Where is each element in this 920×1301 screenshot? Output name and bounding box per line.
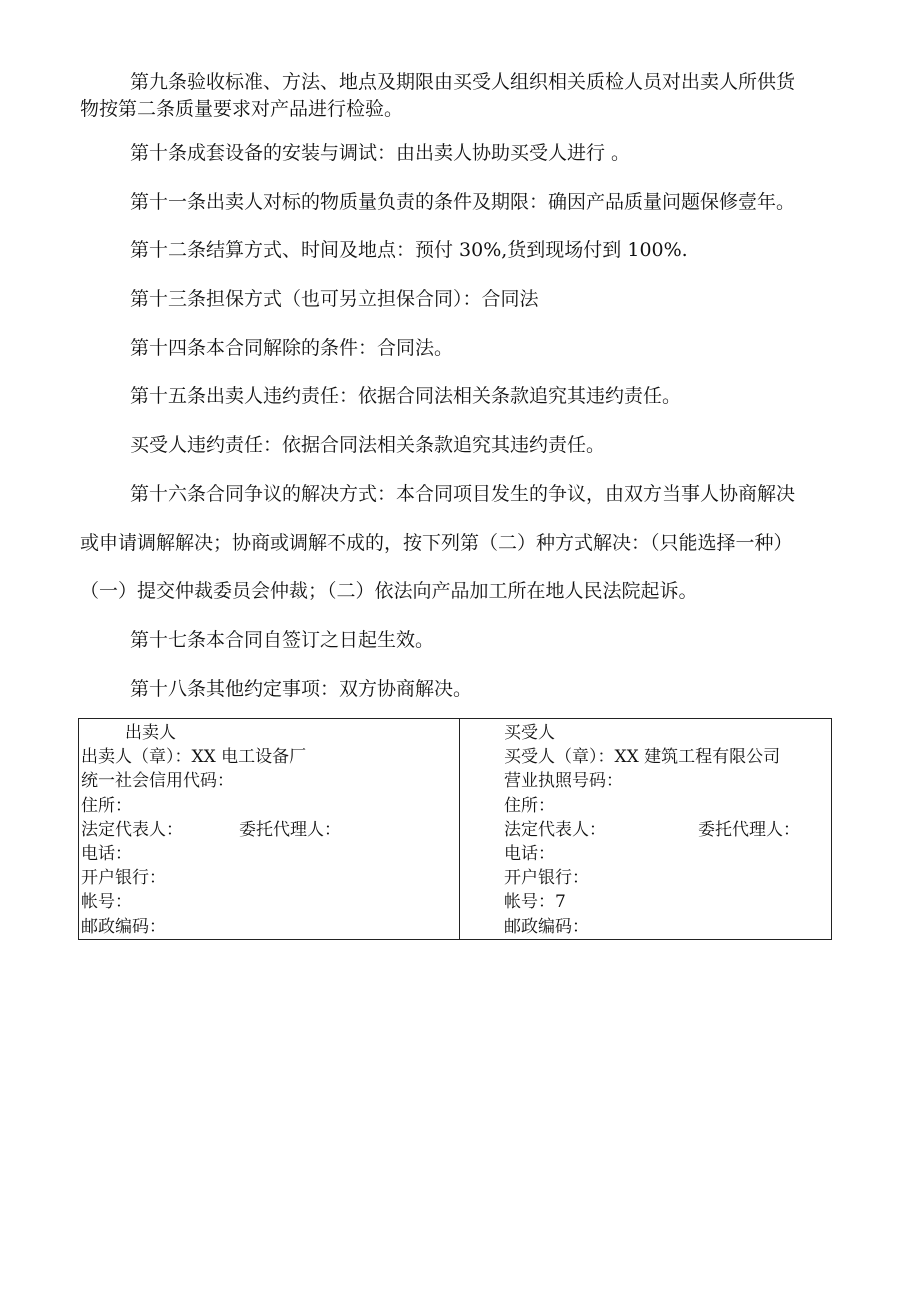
seller-postcode: 邮政编码： xyxy=(81,916,166,937)
clause-11: 第十一条出卖人对标的物质量负责的条件及期限：确因产品质量问题保修壹年。 xyxy=(130,191,796,213)
clause-16-line-1: 第十六条合同争议的解决方式：本合同项目发生的争议，由双方当事人协商解决 xyxy=(130,483,796,505)
seller-info-cell xyxy=(79,719,460,940)
clause-16-line-2: 或申请调解解决；协商或调解不成的，按下列第（二）种方式解决：（只能选择一种） xyxy=(80,532,793,554)
clause-15-buyer: 买受人违约责任：依据合同法相关条款追究其违约责任。 xyxy=(130,434,606,456)
buyer-agent: 委托代理人： xyxy=(698,819,800,840)
seller-address: 住所： xyxy=(81,795,132,816)
seller-account: 帐号： xyxy=(81,892,132,913)
seller-bank: 开户银行： xyxy=(81,868,166,889)
clause-16-line-3: （一）提交仲裁委员会仲裁；（二）依法向产品加工所在地人民法院起诉。 xyxy=(80,580,698,602)
buyer-heading: 买受人 xyxy=(504,723,555,743)
buyer-rep-row xyxy=(460,818,831,842)
seller-agent: 委托代理人： xyxy=(239,819,341,840)
seller-phone: 电话： xyxy=(81,844,132,865)
buyer-account: 帐号：7 xyxy=(504,892,566,913)
clause-12: 第十二条结算方式、时间及地点：预付 30%,货到现场付到 100%. xyxy=(130,239,688,261)
seller-credit-code: 统一社会信用代码： xyxy=(81,771,234,792)
buyer-legal-rep: 法定代表人： xyxy=(504,819,606,840)
clause-9-line-2: 物按第二条质量要求对产品进行检验。 xyxy=(80,98,404,120)
clause-10: 第十条成套设备的安装与调试：由出卖人协助买受人进行 。 xyxy=(130,142,631,164)
signature-table xyxy=(78,718,832,940)
buyer-address: 住所： xyxy=(504,795,555,816)
buyer-phone: 电话： xyxy=(504,844,555,865)
clause-13: 第十三条担保方式（也可另立担保合同）：合同法 xyxy=(130,288,539,310)
buyer-info-cell xyxy=(460,719,832,940)
clause-9-line-1: 第九条验收标准、方法、地点及期限由买受人组织相关质检人员对出卖人所供货 xyxy=(130,71,796,93)
buyer-license-no: 营业执照号码： xyxy=(504,771,623,792)
clause-15: 第十五条出卖人违约责任：依据合同法相关条款追究其违约责任。 xyxy=(130,385,682,407)
buyer-bank: 开户银行： xyxy=(504,868,589,889)
clause-14: 第十四条本合同解除的条件：合同法。 xyxy=(130,337,454,359)
seller-rep-row xyxy=(79,818,459,842)
clause-17: 第十七条本合同自签订之日起生效。 xyxy=(130,629,435,651)
seller-name: 出卖人（章）：XX 电工设备厂 xyxy=(81,747,307,768)
seller-legal-rep: 法定代表人： xyxy=(81,819,183,840)
clause-18: 第十八条其他约定事项：双方协商解决。 xyxy=(130,678,473,700)
seller-heading: 出卖人 xyxy=(125,723,176,743)
buyer-name: 买受人（章）：XX 建筑工程有限公司 xyxy=(504,747,781,768)
buyer-postcode: 邮政编码： xyxy=(504,916,589,937)
